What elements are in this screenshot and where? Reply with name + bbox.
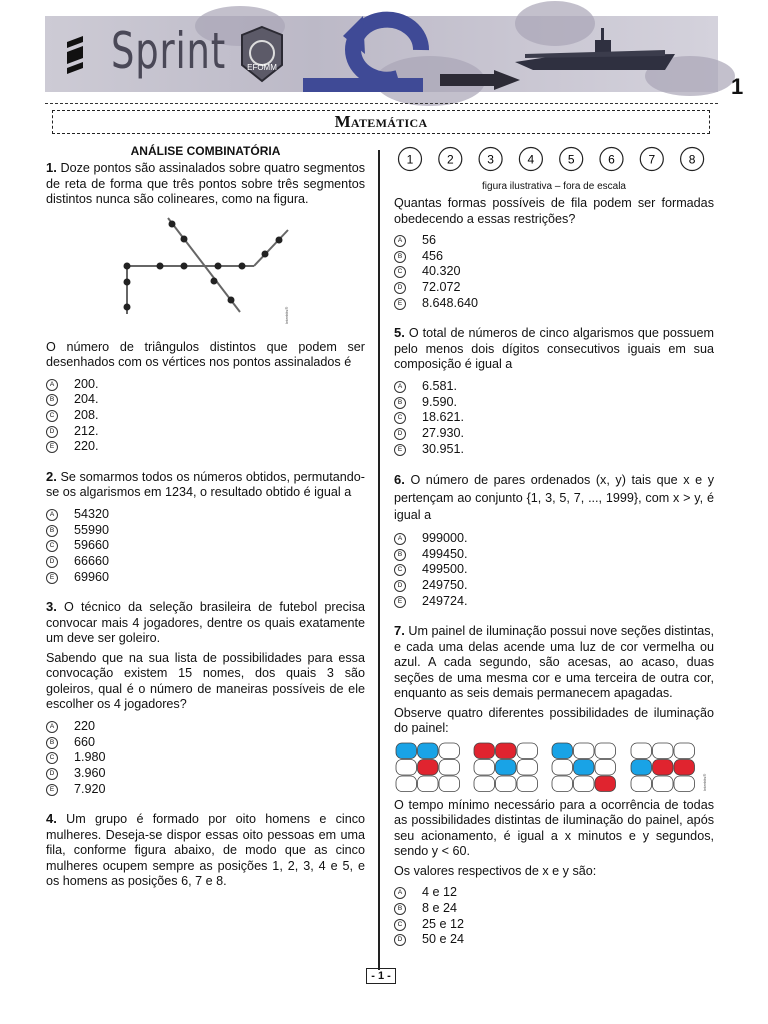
question-1-prompt: O número de triângulos distintos que podem ser desenhados com os vértices nos pontos assinalados é — [46, 339, 365, 369]
question-7-observe: Observe quatro diferentes possibilidades de iluminação do painel: — [394, 705, 714, 736]
right-column — [394, 144, 714, 962]
point — [157, 262, 164, 269]
efomm-logo-text: EFOMM — [247, 63, 277, 72]
option-e[interactable]: E 30.951. — [394, 442, 714, 458]
lighting-panels-figure — [394, 741, 712, 795]
option-d[interactable]: D 3.960 — [46, 766, 365, 782]
option-b[interactable]: B 55990 — [46, 523, 365, 539]
panel-section — [496, 759, 517, 775]
question-5-options — [394, 379, 714, 457]
header-divider — [45, 103, 718, 104]
question-number: 3. — [46, 599, 57, 615]
question-4-prompt: Quantas formas possíveis de fila podem ser formadas obedecendo a essas restrições? — [394, 196, 714, 226]
option-e[interactable]: E 249724. — [394, 594, 714, 610]
panel-section — [574, 776, 595, 792]
panel-section — [439, 743, 460, 759]
option-e[interactable]: E 7.920 — [46, 782, 365, 798]
position-label: 5 — [567, 152, 575, 167]
question-7-options — [394, 885, 714, 948]
column-divider — [378, 150, 380, 970]
option-a[interactable]: A 54320 — [46, 507, 365, 523]
panel-section — [653, 776, 674, 792]
panel-section — [595, 759, 616, 775]
option-a[interactable]: A 999000. — [394, 531, 714, 547]
panel-section — [574, 743, 595, 759]
option-d[interactable]: D 212. — [46, 424, 365, 440]
brand-title: Sprint — [111, 22, 227, 80]
option-c[interactable]: C 59660 — [46, 538, 365, 554]
position-label: 6 — [608, 152, 615, 167]
point — [228, 296, 235, 303]
option-b[interactable]: B 499450. — [394, 547, 714, 563]
question-7-prompt: Os valores respectivos de x e y são: — [394, 863, 597, 878]
panel-section — [418, 776, 439, 792]
panel-section — [474, 743, 495, 759]
option-a[interactable]: A 6.581. — [394, 379, 714, 395]
option-b[interactable]: B 8 e 24 — [394, 901, 714, 917]
option-d[interactable]: D 72.072 — [394, 280, 714, 296]
option-e[interactable]: E 8.648.640 — [394, 296, 714, 312]
option-d[interactable]: D 249750. — [394, 578, 714, 594]
panel-section — [474, 776, 495, 792]
question-7-time-text: O tempo mínimo necessário para a ocorrência de todas as possibilidades distintas de iluminação do painel, após seu acionamento, é igual a x minutos e y segundos, sendo y < 60. — [394, 797, 714, 859]
point — [124, 262, 131, 269]
point — [211, 277, 218, 284]
position-label: 4 — [527, 152, 535, 167]
point — [262, 250, 269, 257]
header-banner — [45, 16, 744, 99]
footer-page-number: - 1 - — [366, 968, 396, 984]
option-c[interactable]: C 499500. — [394, 562, 714, 578]
panel-section — [574, 759, 595, 775]
option-d[interactable]: D 50 e 24 — [394, 932, 714, 948]
points-segments-figure — [122, 214, 302, 332]
position-label: 1 — [406, 152, 414, 167]
panel-section — [474, 759, 495, 775]
point — [239, 262, 246, 269]
banner-page-number: 1 — [731, 74, 744, 99]
option-e[interactable]: E 220. — [46, 439, 365, 455]
panel-section — [517, 743, 538, 759]
option-b[interactable]: B 456 — [394, 249, 714, 265]
position-label: 2 — [446, 152, 454, 167]
panel-section — [552, 776, 573, 792]
option-d[interactable]: D 27.930. — [394, 426, 714, 442]
question-number: 2. — [46, 468, 57, 484]
panel-section — [396, 743, 417, 759]
panel-section — [496, 743, 517, 759]
brand-mark-icon — [67, 36, 87, 76]
question-3-prompt: Sabendo que na sua lista de possibilidades para essa convocação existem 15 nomes, dos quais 3 são goleiros, qual é o número de maneiras possíveis de ele escolher os 4 jogadores? — [46, 650, 365, 712]
panel-section — [517, 776, 538, 792]
panel-section — [552, 743, 573, 759]
point — [181, 262, 188, 269]
panel-section — [496, 776, 517, 792]
point — [124, 303, 131, 310]
question-2-statement: 2. Se somarmos todos os números obtidos, permutando-se os algarismos em 1234, o resultado obtido é igual a — [46, 468, 365, 500]
option-c[interactable]: C 18.621. — [394, 410, 714, 426]
option-b[interactable]: B 204. — [46, 392, 365, 408]
question-number: 6. — [394, 472, 405, 488]
figure-credit: Interbits® — [284, 306, 289, 324]
panel-section — [631, 776, 652, 792]
cycle-arrow-icon — [303, 16, 443, 92]
panel-section — [418, 743, 439, 759]
section-title: ANÁLISE COMBINATÓRIA — [130, 144, 281, 158]
position-label: 7 — [648, 152, 656, 167]
question-3-statement: 3. O técnico da seleção brasileira de futebol precisa convocar mais 4 jogadores, dentre os quais exatamente um deve ser goleiro. — [46, 599, 366, 646]
question-number: 4. — [46, 811, 57, 827]
option-d[interactable]: D 66660 — [46, 554, 365, 570]
question-number: 1. — [46, 160, 57, 175]
point — [276, 236, 283, 243]
question-3-options — [46, 719, 365, 797]
panel-section — [674, 776, 695, 792]
point — [215, 262, 222, 269]
option-e[interactable]: E 69960 — [46, 570, 365, 586]
figure-credit: Interbits® — [702, 773, 707, 791]
panel-section — [396, 759, 417, 775]
point — [169, 220, 176, 227]
panel-section — [653, 759, 674, 775]
panel-section — [631, 743, 652, 759]
option-a[interactable]: A 4 e 12 — [394, 885, 714, 901]
option-c[interactable]: C 40.320 — [394, 264, 714, 280]
question-6-statement: 6. O número de pares ordenados (x, y) tais que x e y pertençam ao conjunto {1, 3, 5, 7, ..., 1999}, com x > y, é igual a — [394, 472, 715, 523]
subject-title: Matemática — [52, 110, 710, 134]
panel-section — [396, 776, 417, 792]
panel-section — [517, 759, 538, 775]
position-label: 3 — [487, 152, 494, 167]
aircraft-carrier-icon — [515, 24, 675, 74]
arrow-right-icon — [440, 70, 520, 90]
question-6-options — [394, 531, 714, 609]
panel-section — [552, 759, 573, 775]
question-7-statement: 7. Um painel de iluminação possui nove seções distintas, e cada uma delas acende uma luz de cor vermelha ou azul. A cada segundo, são acesas, ao acaso, duas seções de uma mesma cor e uma terceira de outra cor, enquanto as seis demais permanecem apagadas. — [394, 623, 715, 701]
option-b[interactable]: B 660 — [46, 735, 365, 751]
panel-section — [595, 776, 616, 792]
point — [181, 235, 188, 242]
panel-section — [674, 743, 695, 759]
panel-section — [439, 759, 460, 775]
question-number: 7. — [394, 623, 405, 639]
question-1-statement: 1. Doze pontos são assinalados sobre quatro segmentos de reta de forma que três pontos sobre três segmentos distintos nunca são colineares, como na figura. — [46, 160, 366, 206]
question-2-options — [46, 507, 365, 585]
option-a[interactable]: A 220 — [46, 719, 365, 735]
panel-section — [674, 759, 695, 775]
option-b[interactable]: B 9.590. — [394, 395, 714, 411]
question-5-statement: 5. O total de números de cinco algarismos que possuem pelo menos dois dígitos consecutivos iguais em sua composição é igual a — [394, 325, 714, 372]
panel-section — [631, 759, 652, 775]
question-1-options — [46, 377, 365, 455]
question-number: 5. — [394, 325, 405, 341]
figure-caption: figura ilustrativa – fora de escala — [482, 181, 626, 192]
queue-positions-figure — [394, 144, 712, 174]
option-a[interactable]: A 56 — [394, 233, 714, 249]
option-c[interactable]: C 208. — [46, 408, 365, 424]
left-column — [46, 144, 365, 894]
position-label: 8 — [688, 152, 696, 167]
panel-section — [439, 776, 460, 792]
panel-section — [418, 759, 439, 775]
question-4-options — [394, 233, 714, 311]
panel-section — [595, 743, 616, 759]
option-a[interactable]: A 200. — [46, 377, 365, 393]
point — [124, 278, 131, 285]
efomm-shield-icon — [238, 25, 286, 83]
option-c[interactable]: C 1.980 — [46, 750, 365, 766]
panel-section — [653, 743, 674, 759]
option-c[interactable]: C 25 e 12 — [394, 917, 714, 933]
question-4-statement: 4. Um grupo é formado por oito homens e cinco mulheres. Deseja-se dispor essas oito pessoas em uma fila, conforme figura abaixo, de modo que as cinco mulheres ocupem sempre as posições 1, 2, 3, 4 e 5, e os homens as posições 6, 7 e 8. — [46, 811, 365, 889]
